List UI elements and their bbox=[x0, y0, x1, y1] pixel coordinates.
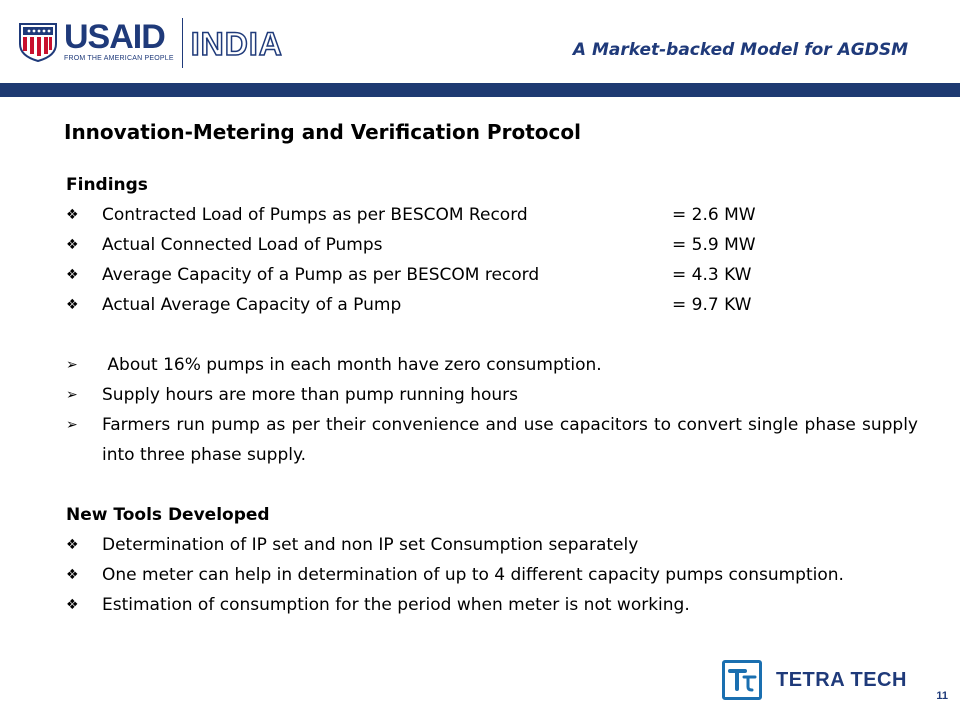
finding-point-text: Farmers run pump as per their convenience and use capacitors to convert single phase supply into three phase supply. bbox=[102, 415, 918, 465]
tool-item bbox=[66, 530, 918, 560]
tetra-tech-logo-text: TETRA TECH bbox=[776, 668, 907, 691]
diamond-bullet-icon: ❖ bbox=[66, 207, 79, 223]
slide-title: Innovation-Metering and Verification Protocol bbox=[64, 120, 581, 144]
finding-value: = 9.7 KW bbox=[672, 295, 752, 315]
finding-row bbox=[66, 290, 918, 320]
finding-point-text: Supply hours are more than pump running hours bbox=[102, 385, 519, 405]
tetra-tech-logo bbox=[722, 660, 907, 700]
finding-label: Actual Average Capacity of a Pump bbox=[102, 295, 402, 315]
usaid-india-logo bbox=[18, 14, 283, 72]
tool-item-text: One meter can help in determination of up to 4 different capacity pumps consumption. bbox=[102, 565, 844, 585]
usaid-seal-icon bbox=[18, 20, 58, 62]
new-tools-heading: New Tools Developed bbox=[66, 505, 270, 525]
usaid-logo-subtext: FROM THE AMERICAN PEOPLE bbox=[64, 55, 174, 62]
finding-label: Contracted Load of Pumps as per BESCOM Record bbox=[102, 205, 528, 225]
header-bar bbox=[0, 83, 960, 97]
arrow-bullet-icon: ➢ bbox=[66, 387, 78, 403]
finding-value: = 2.6 MW bbox=[672, 205, 756, 225]
arrow-bullet-icon: ➢ bbox=[66, 357, 78, 373]
finding-value: = 4.3 KW bbox=[672, 265, 752, 285]
diamond-bullet-icon: ❖ bbox=[66, 567, 79, 583]
usaid-wordmark bbox=[64, 14, 174, 62]
finding-row bbox=[66, 200, 918, 230]
tool-item bbox=[66, 560, 918, 590]
page-number: 11 bbox=[936, 690, 948, 702]
usaid-logo-text: USAID bbox=[64, 18, 165, 56]
finding-value: = 5.9 MW bbox=[672, 235, 756, 255]
slide-content bbox=[66, 170, 918, 620]
diamond-bullet-icon: ❖ bbox=[66, 537, 79, 553]
diamond-bullet-icon: ❖ bbox=[66, 267, 79, 283]
tool-item-text: Estimation of consumption for the period when meter is not working. bbox=[102, 595, 690, 615]
india-logo-text: INDIA bbox=[190, 26, 283, 62]
finding-row bbox=[66, 260, 918, 290]
tetra-tech-mark-icon bbox=[722, 660, 762, 700]
finding-label: Average Capacity of a Pump as per BESCOM record bbox=[102, 265, 540, 285]
finding-point bbox=[66, 410, 918, 470]
tool-item-text: Determination of IP set and non IP set Consumption separately bbox=[102, 535, 639, 555]
header-title: A Market-backed Model for AGDSM bbox=[572, 40, 908, 60]
arrow-bullet-icon: ➢ bbox=[66, 417, 78, 433]
finding-row bbox=[66, 230, 918, 260]
finding-label: Actual Connected Load of Pumps bbox=[102, 235, 383, 255]
finding-point bbox=[66, 350, 918, 380]
diamond-bullet-icon: ❖ bbox=[66, 237, 79, 253]
diamond-bullet-icon: ❖ bbox=[66, 297, 79, 313]
logo-divider bbox=[182, 18, 183, 68]
finding-point bbox=[66, 380, 918, 410]
finding-point-text: About 16% pumps in each month have zero consumption. bbox=[102, 355, 602, 375]
tool-item bbox=[66, 590, 918, 620]
diamond-bullet-icon: ❖ bbox=[66, 597, 79, 613]
findings-heading: Findings bbox=[66, 175, 148, 195]
